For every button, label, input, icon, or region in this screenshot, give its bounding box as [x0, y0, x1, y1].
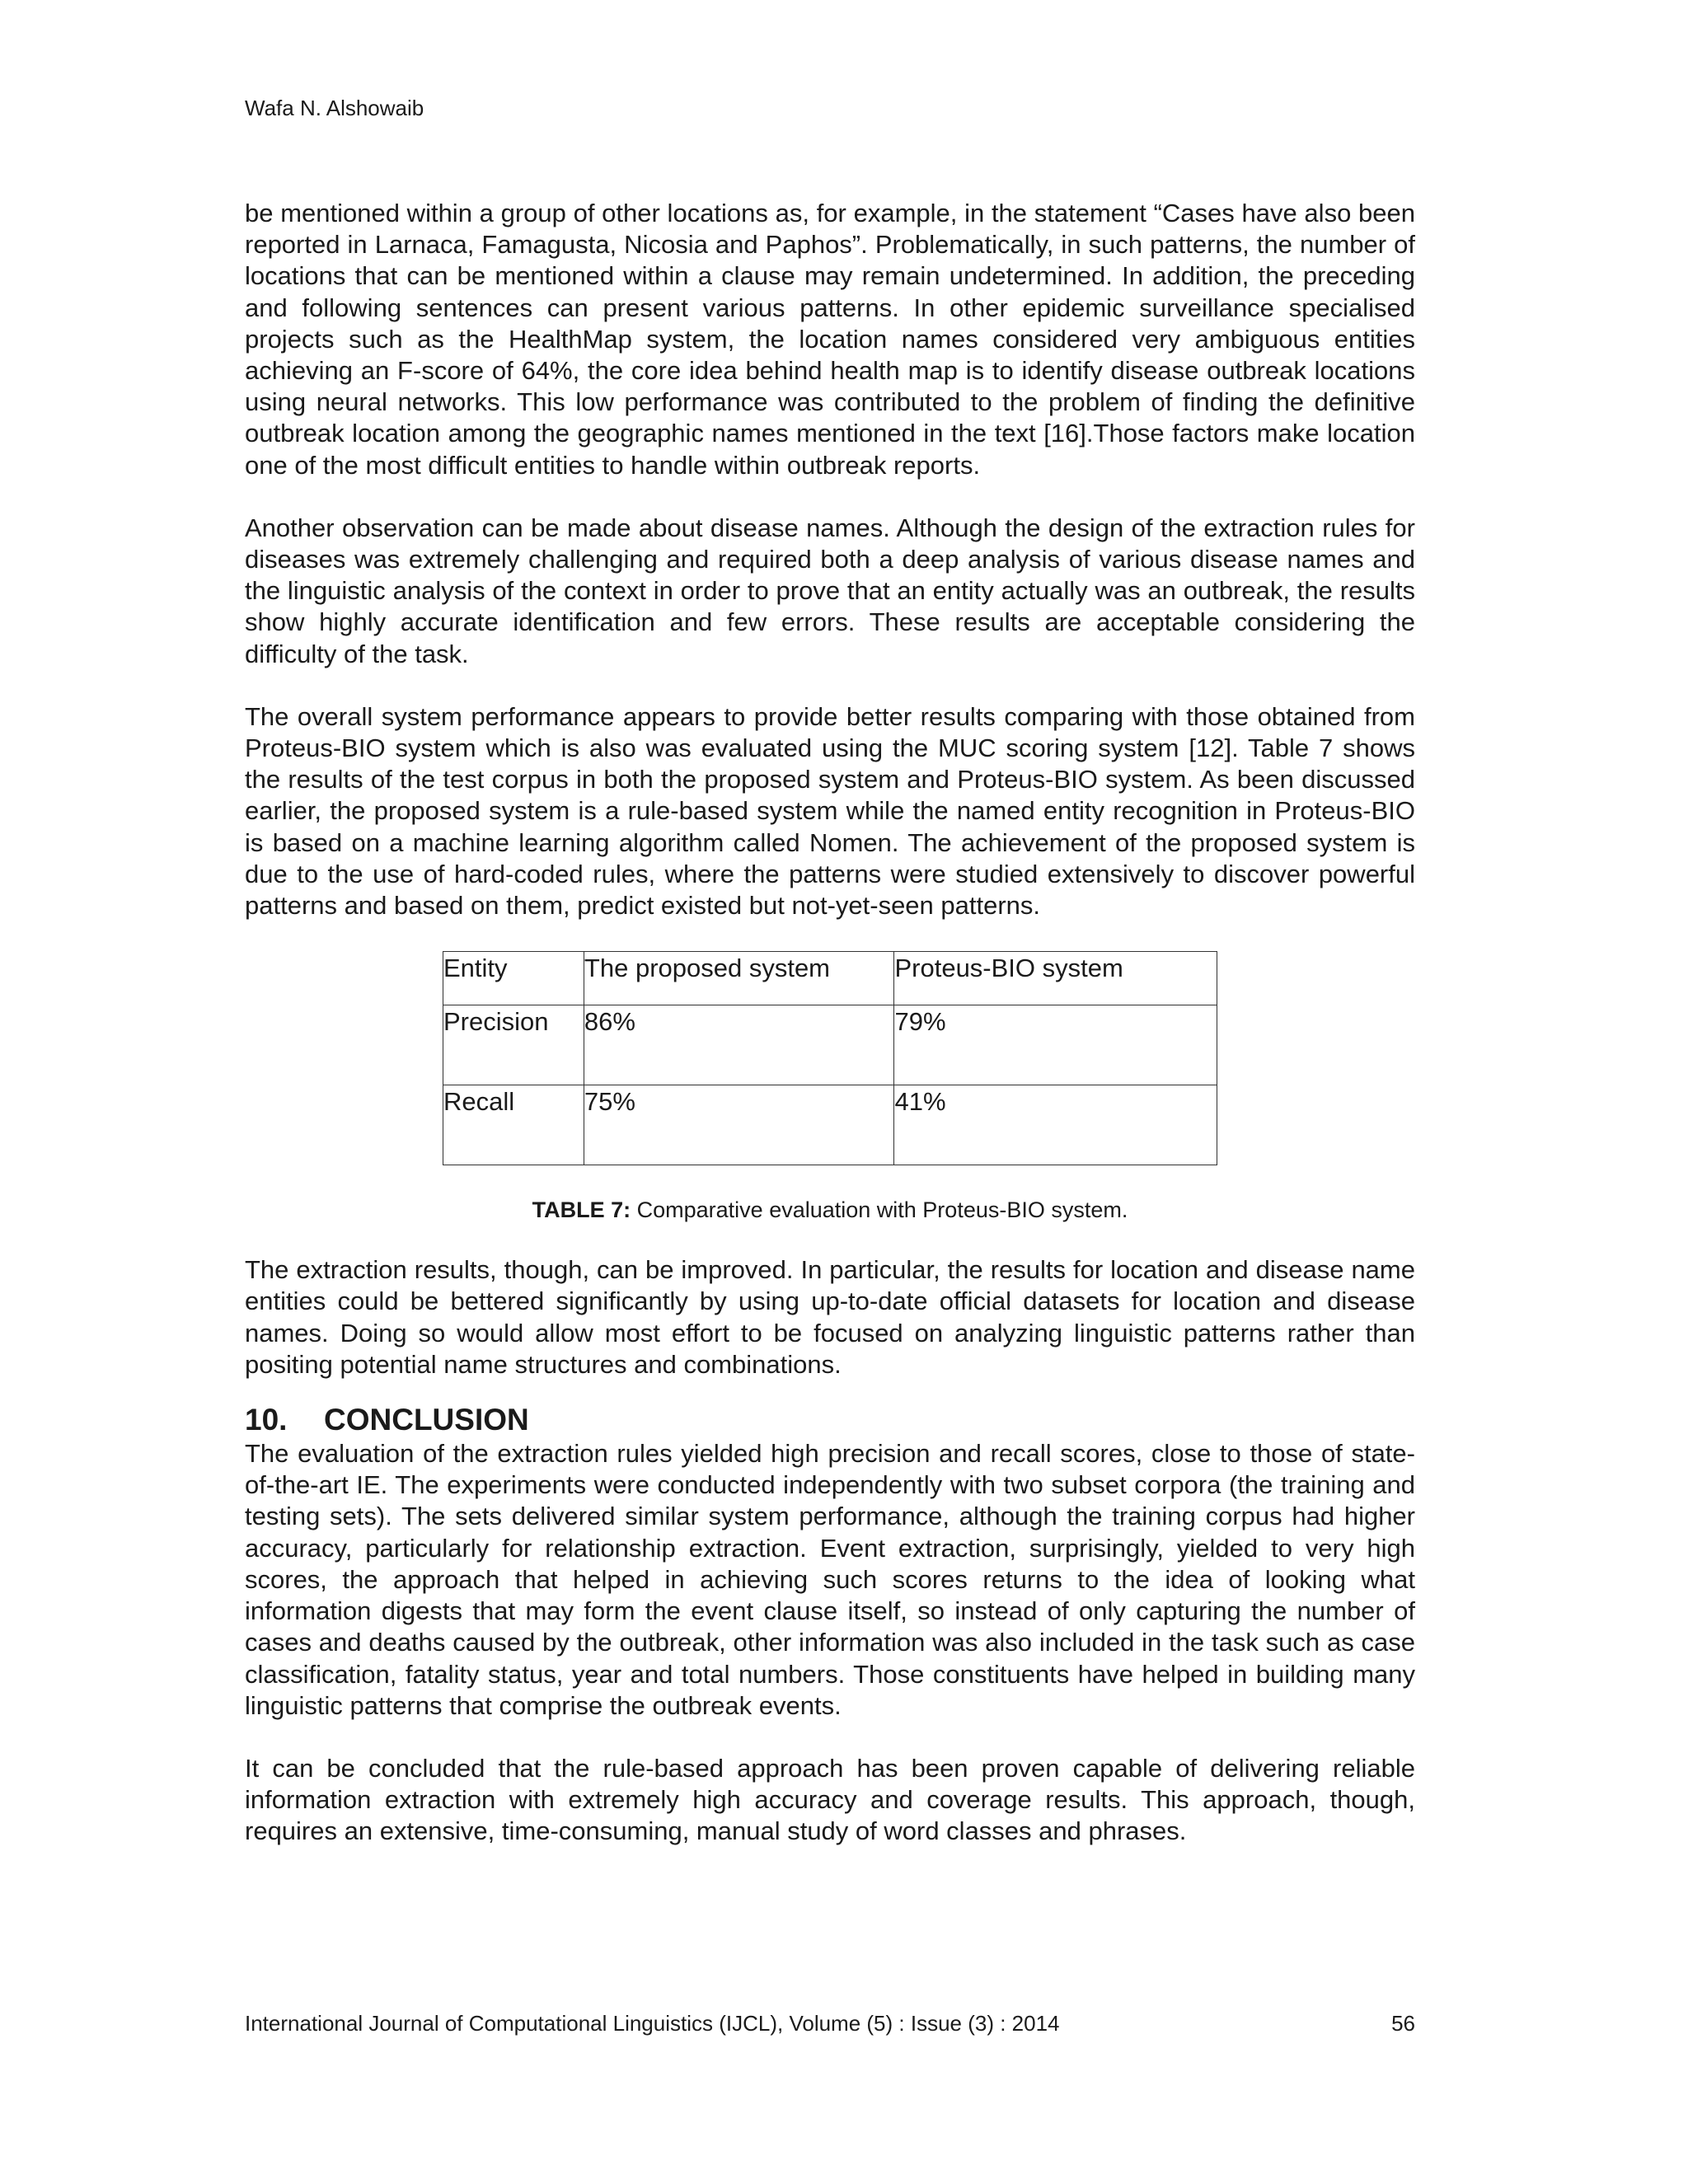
- section-heading: [245, 1404, 1415, 1436]
- table-row: [443, 1005, 1217, 1085]
- table-cell: 79%: [894, 1005, 1217, 1085]
- table-cell: 75%: [584, 1085, 894, 1165]
- table-caption: [245, 1197, 1415, 1223]
- table-header-row: [443, 952, 1217, 1005]
- table-cell: 86%: [584, 1005, 894, 1085]
- table-row: [443, 1085, 1217, 1165]
- body-paragraph-2: Another observation can be made about disease names. Although the design of the extraction rules for diseases was extremely challenging and required both a deep analysis of various disease names and the linguistic analysis of the context in order to prove that an entity actually was an outbreak, the results show highly accurate identification and few errors. These results are acceptable considering the difficulty of the task.: [245, 513, 1415, 668]
- table-cell: Recall: [443, 1085, 584, 1165]
- running-head-author: Wafa N. Alshowaib: [245, 96, 424, 120]
- conclusion-paragraph-2: It can be concluded that the rule-based approach has been proven capable of delivering reliable information extraction with extremely high accuracy and coverage results. This approach, though, requires an extensive, time-consuming, manual study of word classes and phrases.: [245, 1753, 1415, 1846]
- page-number: 56: [1391, 2011, 1415, 2036]
- footer-journal: International Journal of Computational Linguistics (IJCL), Volume (5) : Issue (3) : 2014: [245, 2011, 1060, 2036]
- page-footer: [245, 2011, 1415, 2036]
- body-paragraph-4: The extraction results, though, can be improved. In particular, the results for location and disease name entities could be bettered significantly by using up-to-date official datasets for location and disease names. Doing so would allow most effort to be focused on analyzing linguistic patterns rather than positing potential name structures and combinations.: [245, 1255, 1415, 1379]
- conclusion-paragraph-1: The evaluation of the extraction rules yielded high precision and recall scores, close to those of state-of-the-art IE. The experiments were conducted independently with two subset corpora (the training and testing sets). The sets delivered similar system performance, although the training corpus had higher accuracy, particularly for relationship extraction. Event extraction, surprisingly, yielded to very high scores, the approach that helped in achieving such scores returns to the idea of looking what information digests that may form the event clause itself, so instead of only capturing the number of cases and deaths caused by the outbreak, other information was also included in the task such as case classification, fatality status, year and total numbers. Those constituents have helped in building many linguistic patterns that comprise the outbreak events.: [245, 1439, 1415, 1720]
- body-content: [245, 198, 1415, 1848]
- table-caption-text: Comparative evaluation with Proteus-BIO system.: [631, 1197, 1128, 1223]
- table-header-cell: Proteus-BIO system: [894, 952, 1217, 1005]
- table-header-cell: Entity: [443, 952, 584, 1005]
- table-cell: 41%: [894, 1085, 1217, 1165]
- table-cell: Precision: [443, 1005, 584, 1085]
- body-paragraph-1: be mentioned within a group of other locations as, for example, in the statement “Cases have also been reported in Larnaca, Famagusta, Nicosia and Paphos”. Problematically, in such patterns, the number of locations that can be mentioned within a clause may remain undetermined. In addition, the preceding and following sentences can present various patterns. In other epidemic surveillance specialised projects such as the HealthMap system, the location names considered very ambiguous entities achieving an F-score of 64%, the core idea behind health map is to identify disease outbreak locations using neural networks. This low performance was contributed to the problem of finding the definitive outbreak location among the geographic names mentioned in the text [16].Those factors make location one of the most difficult entities to handle within outbreak reports.: [245, 199, 1415, 480]
- comparison-table-wrapper: [443, 951, 1217, 1165]
- table-header-cell: The proposed system: [584, 952, 894, 1005]
- table-caption-label: TABLE 7:: [532, 1197, 631, 1223]
- section-title: CONCLUSION: [324, 1403, 529, 1437]
- comparison-table: [443, 951, 1217, 1165]
- body-paragraph-3: The overall system performance appears to provide better results comparing with those obtained from Proteus-BIO system which is also was evaluated using the MUC scoring system [12]. Table 7 shows the results of the test corpus in both the proposed system and Proteus-BIO system. As been discussed earlier, the proposed system is a rule-based system while the named entity recognition in Proteus-BIO is based on a machine learning algorithm called Nomen. The achievement of the proposed system is due to the use of hard-coded rules, where the patterns were studied extensively to discover powerful patterns and based on them, predict existed but not-yet-seen patterns.: [245, 701, 1415, 921]
- section-number: 10.: [245, 1403, 288, 1437]
